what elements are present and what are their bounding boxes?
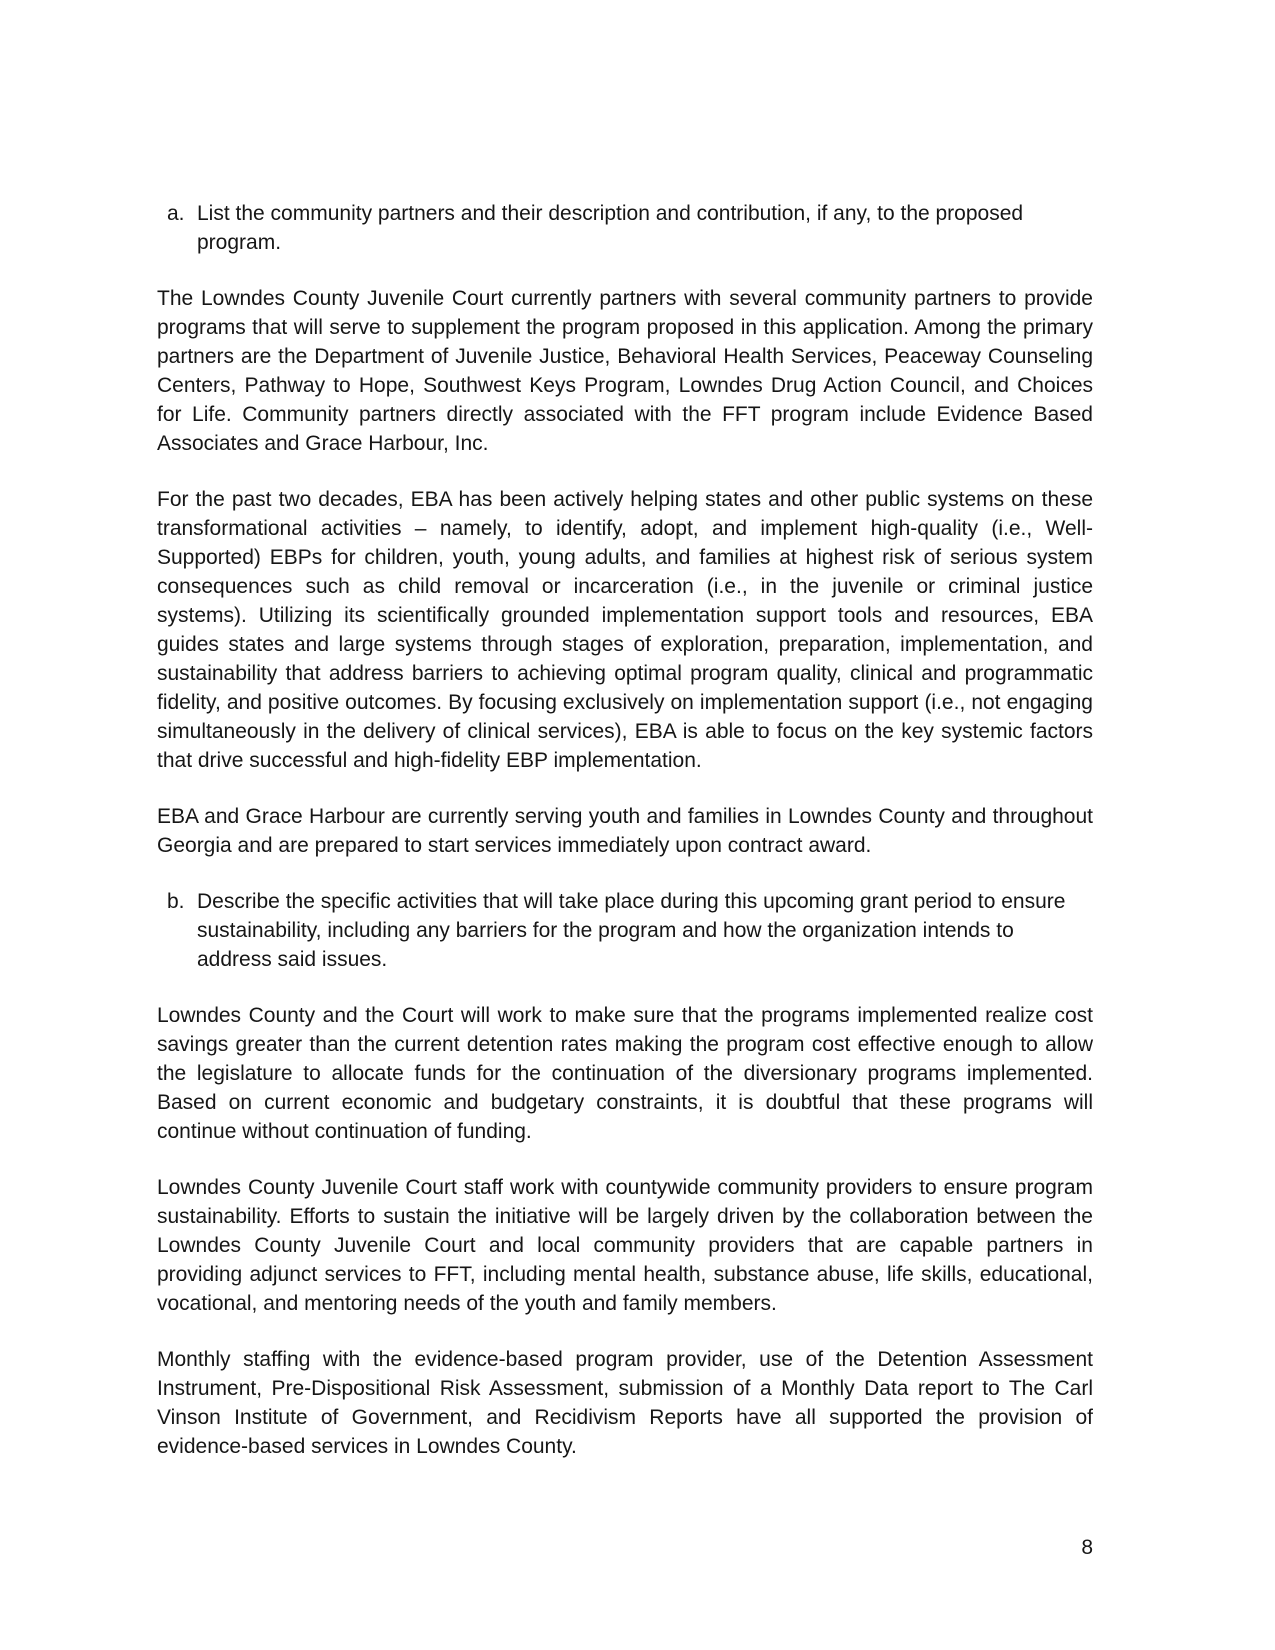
list-item-a bbox=[157, 199, 1093, 257]
list-item-a-text: List the community partners and their description and contribution, if any, to the proposed program. bbox=[197, 202, 1024, 254]
paragraph-eba-grace-harbour: EBA and Grace Harbour are currently serving youth and families in Lowndes County and throughout Georgia and are prepared to start services immediately upon contract award. bbox=[157, 805, 1093, 857]
content-area bbox=[157, 199, 1093, 1488]
list-marker-a: a. bbox=[167, 202, 185, 225]
paragraph-sustainability-collaboration: Lowndes County Juvenile Court staff work with countywide community providers to ensure program sustainability. Efforts to sustain the initiative will be largely driven by the collaboration between the Lowndes County Juvenile Court and local community providers that are capable partners in providing adjunct services to FFT, including mental health, substance abuse, life skills, educational, vocational, and mentoring needs of the youth and family members. bbox=[157, 1176, 1093, 1315]
paragraph-monthly-staffing: Monthly staffing with the evidence-based program provider, use of the Detention Assessment Instrument, Pre-Dispositional Risk Assessment, submission of a Monthly Data report to The Carl Vinson Institute of Government, and Recidivism Reports have all supported the provision of evidence-based services in Lowndes County. bbox=[157, 1348, 1093, 1458]
list-item-b-text: Describe the specific activities that will take place during this upcoming grant period to ensure sustainability, including any barriers for the program and how the organization intends to address said issues. bbox=[197, 890, 1066, 971]
list-item-b bbox=[157, 887, 1093, 974]
page-number: 8 bbox=[1081, 1536, 1093, 1559]
paragraph-community-partners: The Lowndes County Juvenile Court currently partners with several community partners to provide programs that will serve to supplement the program proposed in this application. Among the primary partners are the Department of Juvenile Justice, Behavioral Health Services, Peaceway Counseling Centers, Pathway to Hope, Southwest Keys Program, Lowndes Drug Action Council, and Choices for Life. Community partners directly associated with the FFT program include Evidence Based Associates and Grace Harbour, Inc. bbox=[157, 287, 1093, 455]
paragraph-cost-savings: Lowndes County and the Court will work to make sure that the programs implemented realize cost savings greater than the current detention rates making the program cost effective enough to allow the legislature to allocate funds for the continuation of the diversionary programs implemented. Based on current economic and budgetary constraints, it is doubtful that these programs will continue without continuation of funding. bbox=[157, 1004, 1093, 1143]
paragraph-eba-overview: For the past two decades, EBA has been actively helping states and other public systems on these transformational activities – namely, to identify, adopt, and implement high-quality (i.e., Well-Supported) EBPs for children, youth, young adults, and families at highest risk of serious system consequences such as child removal or incarceration (i.e., in the juvenile or criminal justice systems). Utilizing its scientifically grounded implementation support tools and resources, EBA guides states and large systems through stages of exploration, preparation, implementation, and sustainability that address barriers to achieving optimal program quality, clinical and programmatic fidelity, and positive outcomes. By focusing exclusively on implementation support (i.e., not engaging simultaneously in the delivery of clinical services), EBA is able to focus on the key systemic factors that drive successful and high-fidelity EBP implementation. bbox=[157, 488, 1093, 772]
list-marker-b: b. bbox=[167, 890, 185, 913]
